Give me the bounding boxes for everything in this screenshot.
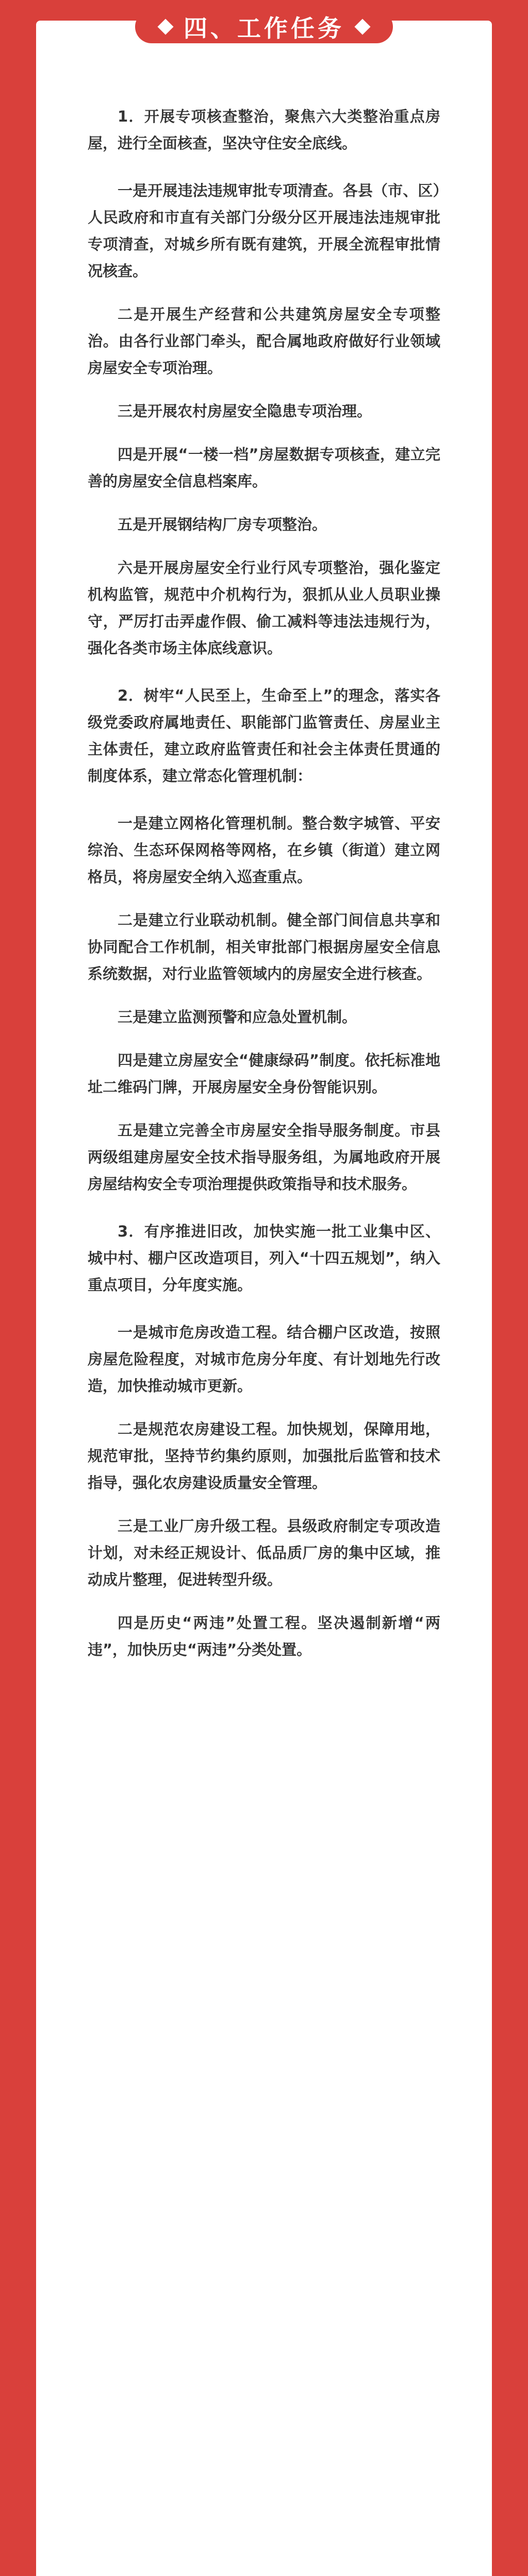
tasks-paragraph: 五是建立完善全市房屋安全指导服务制度。市县两级组建房屋安全技术指导服务组，为属地政府开展房屋结构安全专项治理提供政策指导和技术服务。 xyxy=(88,1122,440,1193)
tasks-paragraph: 2．树牢“人民至上，生命至上”的理念，落实各级党委政府属地责任、职能部门监管责任、房屋业主主体责任，建立政府监管责任和社会主体责任贯通的制度体系，建立常态化管理机制： xyxy=(88,687,440,785)
tasks-content xyxy=(88,103,440,1680)
tasks-paragraph: 一是建立网格化管理机制。整合数字城管、平安综治、生态环保网格等网格，在乡镇（街道）建立网格员，将房屋安全纳入巡查重点。 xyxy=(88,815,440,886)
diamond-icon xyxy=(157,19,173,35)
tasks-title: 四、工作任务 xyxy=(184,14,344,42)
tasks-paragraph: 二是规范农房建设工程。加快规划，保障用地，规范审批，坚持节约集约原则，加强批后监管和技术指导，强化农房建设质量安全管理。 xyxy=(88,1420,440,1492)
tasks-paragraph: 二是开展生产经营和公共建筑房屋安全专项整治。由各行业部门牵头，配合属地政府做好行业领域房屋安全专项治理。 xyxy=(88,306,440,377)
tasks-paragraph: 3．有序推进旧改，加快实施一批工业集中区、城中村、棚户区改造项目，列入“十四五规划”，纳入重点项目，分年度实施。 xyxy=(88,1223,440,1294)
tasks-paragraph: 三是建立监测预警和应急处置机制。 xyxy=(118,1008,357,1026)
tasks-paragraph: 一是城市危房改造工程。结合棚户区改造，按照房屋危险程度，对城市危房分年度、有计划地先行改造，加快推动城市更新。 xyxy=(88,1324,440,1395)
diamond-icon xyxy=(354,19,370,35)
tasks-paragraph: 三是工业厂房升级工程。县级政府制定专项改造计划，对未经正规设计、低品质厂房的集中区域，推动成片整理，促进转型升级。 xyxy=(88,1517,440,1588)
tasks-paragraph: 三是开展农村房屋安全隐患专项治理。 xyxy=(118,402,372,420)
tasks-paragraph: 六是开展房屋安全行业行风专项整治，强化鉴定机构监管，规范中介机构行为，狠抓从业人员职业操守，严厉打击弄虚作假、偷工减料等违法违规行为，强化各类市场主体底线意识。 xyxy=(88,559,440,657)
tasks-paragraph: 一是开展违法违规审批专项清查。各县（市、区）人民政府和市直有关部门分级分区开展违法违规审批专项清查，对城乡所有既有建筑，开展全流程审批情况核查。 xyxy=(88,182,440,280)
tasks-paragraph: 二是建立行业联动机制。健全部门间信息共享和协同配合工作机制，相关审批部门根据房屋安全信息系统数据，对行业监管领域内的房屋安全进行核查。 xyxy=(88,911,440,982)
tasks-paragraph: 1．开展专项核查整治，聚焦六大类整治重点房屋，进行全面核查，坚决守住安全底线。 xyxy=(88,108,440,152)
tasks-paragraph: 四是历史“两违”处置工程。坚决遏制新增“两违”，加快历史“两违”分类处置。 xyxy=(88,1614,440,1658)
tasks-paragraph: 四是开展“一楼一档”房屋数据专项核查，建立完善的房屋安全信息档案库。 xyxy=(88,446,440,490)
tasks-paragraph: 四是建立房屋安全“健康绿码”制度。依托标准地址二维码门牌，开展房屋安全身份智能识别。 xyxy=(88,1052,440,1096)
tasks-paragraph: 五是开展钢结构厂房专项整治。 xyxy=(118,516,327,533)
tasks-header xyxy=(135,10,393,43)
